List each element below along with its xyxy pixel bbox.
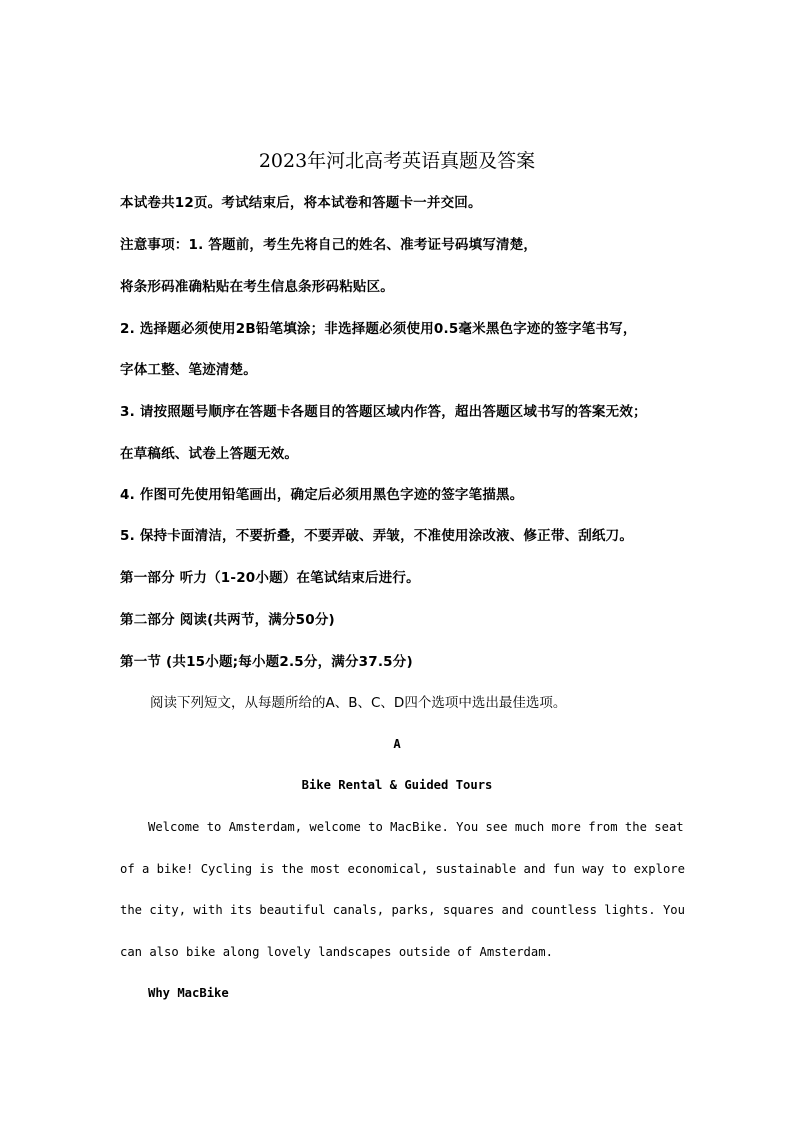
paragraph-line-4: can also bike along lovely landscapes outside of Amsterdam. [120, 945, 553, 959]
passage-letter: A [393, 737, 401, 751]
notice-line-4: 2. 选择题必须使用2B铅笔填涂；非选择题必须使用0.5毫米黑色字迹的签字笔书写， [120, 321, 637, 337]
why-macbike-subheading: Why MacBike [148, 986, 229, 1000]
notice-line-9: 5. 保持卡面清洁，不要折叠，不要弄破、弄皱，不准使用涂改液、修正带、刮纸刀。 [120, 528, 634, 544]
paragraph-line-1: Welcome to Amsterdam, welcome to MacBike. You see much more from the seat [148, 820, 684, 834]
notice-line-1: 本试卷共12页。考试结束后，将本试卷和答题卡一并交回。 [120, 195, 482, 211]
passage-title: Bike Rental & Guided Tours [301, 778, 493, 792]
notice-line-2: 注意事项：1. 答题前，考生先将自己的姓名、准考证号码填写清楚， [120, 237, 538, 253]
notice-line-6: 3. 请按照题号顺序在答题卡各题目的答题区域内作答，超出答题区域书写的答案无效； [120, 404, 647, 420]
paragraph-line-2: of a bike! Cycling is the most economical, sustainable and fun way to explore [120, 862, 685, 876]
notice-line-5: 字体工整、笔迹清楚。 [120, 362, 257, 378]
part-one-heading: 第一部分 听力（1-20小题）在笔试结束后进行。 [120, 570, 420, 586]
notice-line-7: 在草稿纸、试卷上答题无效。 [120, 446, 299, 462]
document-title: 2023年河北高考英语真题及答案 [258, 150, 536, 172]
notice-line-8: 4. 作图可先使用铅笔画出，确定后必须用黑色字迹的签字笔描黑。 [120, 487, 524, 503]
reading-instruction: 阅读下列短文，从每题所给的A、B、C、D四个选项中选出最佳选项。 [150, 695, 567, 711]
paragraph-line-3: the city, with its beautiful canals, parks, squares and countless lights. You [120, 903, 685, 917]
notice-line-3: 将条形码准确粘贴在考生信息条形码粘贴区。 [120, 279, 394, 295]
section-one-heading: 第一节 (共15小题;每小题2.5分，满分37.5分) [120, 654, 413, 670]
part-two-heading: 第二部分 阅读(共两节，满分50分) [120, 612, 335, 628]
